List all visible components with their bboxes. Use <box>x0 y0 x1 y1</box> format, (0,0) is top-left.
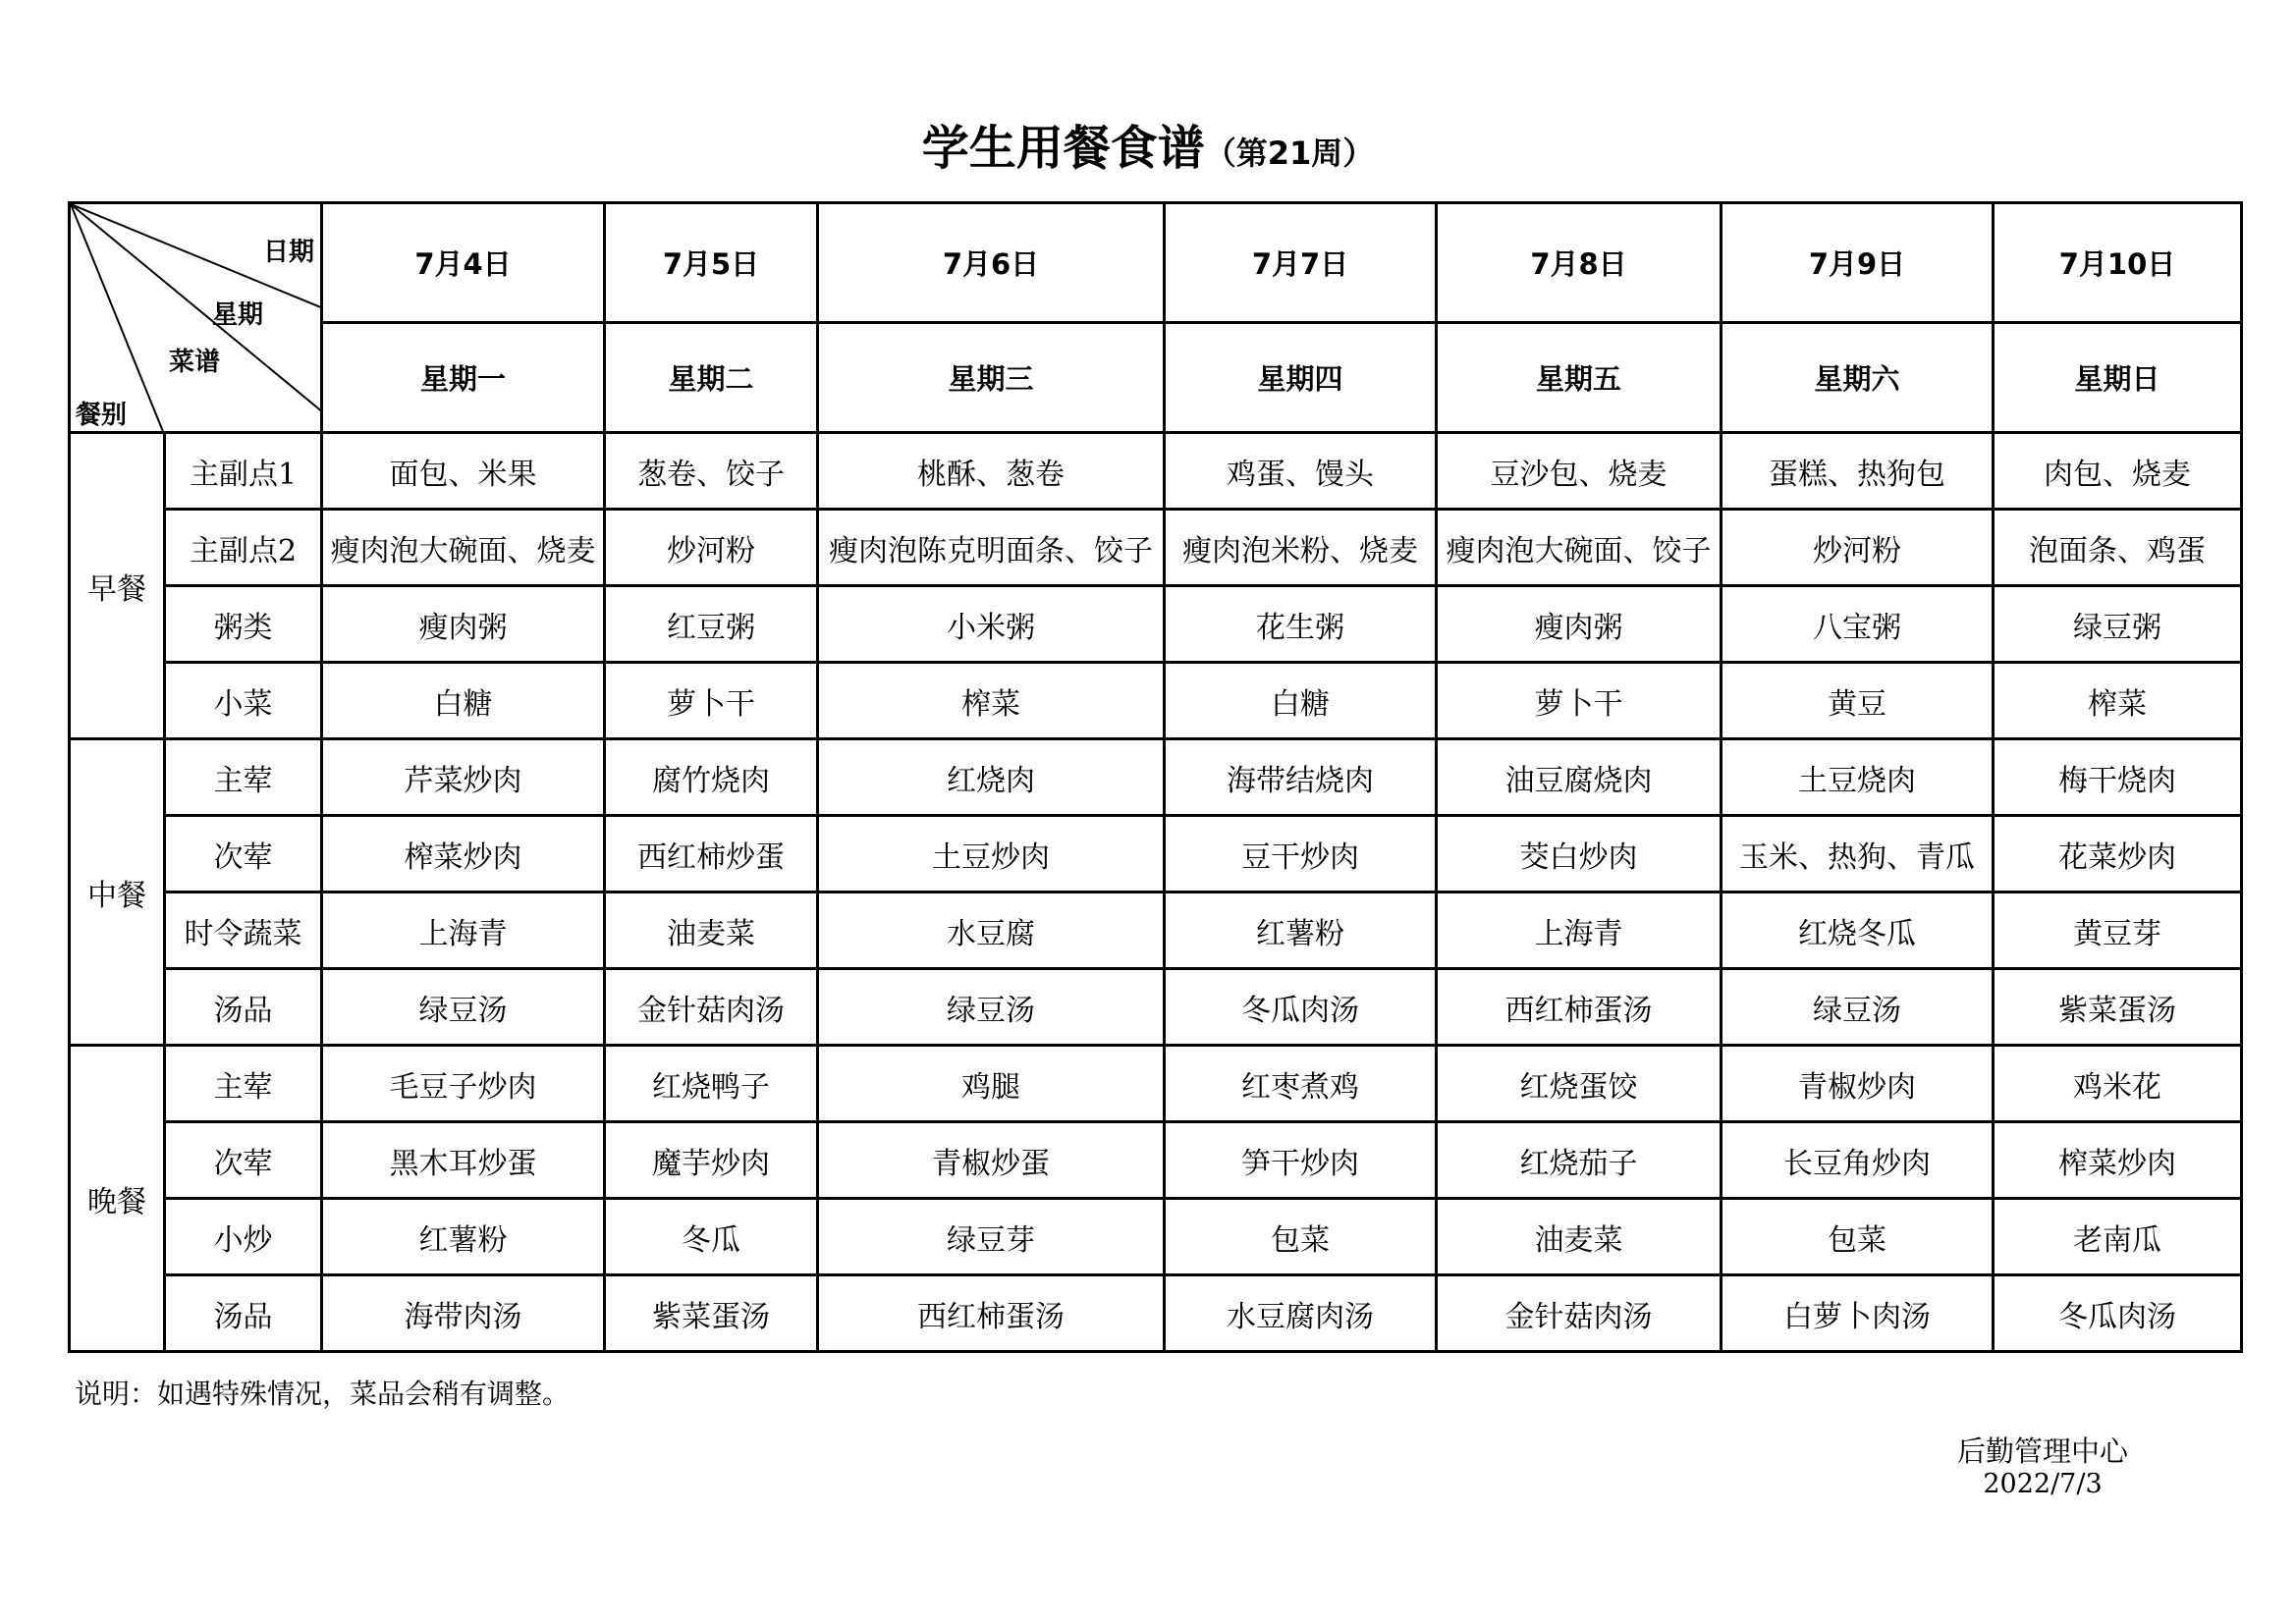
dish-cell: 上海青 <box>1437 893 1722 969</box>
dish-cell: 金针菇肉汤 <box>1437 1275 1722 1352</box>
category-cell: 主荤 <box>165 739 322 816</box>
category-cell: 汤品 <box>165 1275 322 1352</box>
dish-cell: 红烧茄子 <box>1437 1122 1722 1199</box>
dish-cell: 瘦肉粥 <box>1437 586 1722 663</box>
weekday-cell: 星期一 <box>322 323 605 433</box>
table-row <box>70 1275 2242 1352</box>
dish-cell: 炒河粉 <box>1722 510 1994 586</box>
corner-label-menu: 菜谱 <box>169 348 221 377</box>
dish-cell: 青椒炒蛋 <box>818 1122 1165 1199</box>
dish-cell: 笋干炒肉 <box>1165 1122 1437 1199</box>
dish-cell: 黑木耳炒蛋 <box>322 1122 605 1199</box>
dish-cell: 冬瓜肉汤 <box>1994 1275 2242 1352</box>
dish-cell: 青椒炒肉 <box>1722 1046 1994 1122</box>
table-row <box>70 1199 2242 1275</box>
dish-cell: 肉包、烧麦 <box>1994 433 2242 510</box>
date-header-row <box>70 203 2242 323</box>
dish-cell: 土豆烧肉 <box>1722 739 1994 816</box>
dish-cell: 花生粥 <box>1165 586 1437 663</box>
dish-cell: 瘦肉泡米粉、烧麦 <box>1165 510 1437 586</box>
dish-cell: 海带肉汤 <box>322 1275 605 1352</box>
weekday-cell: 星期五 <box>1437 323 1722 433</box>
dish-cell: 包菜 <box>1165 1199 1437 1275</box>
table-row <box>70 510 2242 586</box>
corner-label-weekday: 星期 <box>212 300 264 330</box>
dish-cell: 桃酥、葱卷 <box>818 433 1165 510</box>
dish-cell: 红烧冬瓜 <box>1722 893 1994 969</box>
dish-cell: 绿豆芽 <box>818 1199 1165 1275</box>
category-cell: 次荤 <box>165 816 322 893</box>
title-main: 学生用餐食谱 <box>921 121 1205 176</box>
dish-cell: 萝卜干 <box>605 663 818 739</box>
page-title <box>0 110 2296 178</box>
date-cell: 7月6日 <box>818 203 1165 323</box>
menu-table-body <box>70 203 2242 1352</box>
dish-cell: 海带结烧肉 <box>1165 739 1437 816</box>
dish-cell: 包菜 <box>1722 1199 1994 1275</box>
weekday-cell: 星期日 <box>1994 323 2242 433</box>
dish-cell: 红烧蛋饺 <box>1437 1046 1722 1122</box>
table-row <box>70 893 2242 969</box>
meal-label-breakfast: 早餐 <box>70 433 165 739</box>
dish-cell: 榨菜 <box>818 663 1165 739</box>
dish-cell: 鸡腿 <box>818 1046 1165 1122</box>
table-row <box>70 969 2242 1046</box>
category-cell: 时令蔬菜 <box>165 893 322 969</box>
dish-cell: 小米粥 <box>818 586 1165 663</box>
corner-label-date: 日期 <box>263 238 315 267</box>
dish-cell: 上海青 <box>322 893 605 969</box>
weekday-cell: 星期三 <box>818 323 1165 433</box>
corner-label-meal: 餐别 <box>76 401 128 430</box>
dish-cell: 西红柿蛋汤 <box>1437 969 1722 1046</box>
dish-cell: 榨菜炒肉 <box>322 816 605 893</box>
dish-cell: 茭白炒肉 <box>1437 816 1722 893</box>
dish-cell: 玉米、热狗、青瓜 <box>1722 816 1994 893</box>
dish-cell: 毛豆子炒肉 <box>322 1046 605 1122</box>
dish-cell: 白糖 <box>1165 663 1437 739</box>
table-row <box>70 663 2242 739</box>
dish-cell: 榨菜 <box>1994 663 2242 739</box>
dish-cell: 绿豆汤 <box>1722 969 1994 1046</box>
meal-label-lunch: 中餐 <box>70 739 165 1046</box>
date-cell: 7月5日 <box>605 203 818 323</box>
dish-cell: 黄豆 <box>1722 663 1994 739</box>
date-cell: 7月10日 <box>1994 203 2242 323</box>
dish-cell: 瘦肉粥 <box>322 586 605 663</box>
category-cell: 次荤 <box>165 1122 322 1199</box>
category-cell: 主副点2 <box>165 510 322 586</box>
table-row <box>70 586 2242 663</box>
weekday-cell: 星期四 <box>1165 323 1437 433</box>
dish-cell: 土豆炒肉 <box>818 816 1165 893</box>
dish-cell: 瘦肉泡大碗面、饺子 <box>1437 510 1722 586</box>
date-cell: 7月9日 <box>1722 203 1994 323</box>
dish-cell: 长豆角炒肉 <box>1722 1122 1994 1199</box>
header-corner-cell <box>70 203 322 433</box>
footer-organization: 后勤管理中心 <box>1956 1434 2128 1468</box>
dish-cell: 冬瓜肉汤 <box>1165 969 1437 1046</box>
dish-cell: 红枣煮鸡 <box>1165 1046 1437 1122</box>
dish-cell: 红薯粉 <box>1165 893 1437 969</box>
category-cell: 主副点1 <box>165 433 322 510</box>
dish-cell: 梅干烧肉 <box>1994 739 2242 816</box>
dish-cell: 芹菜炒肉 <box>322 739 605 816</box>
dish-cell: 红烧肉 <box>818 739 1165 816</box>
dish-cell: 花菜炒肉 <box>1994 816 2242 893</box>
table-row <box>70 433 2242 510</box>
dish-cell: 水豆腐 <box>818 893 1165 969</box>
dish-cell: 鸡米花 <box>1994 1046 2242 1122</box>
note-text: 说明：如遇特殊情况，菜品会稍有调整。 <box>75 1378 571 1410</box>
dish-cell: 葱卷、饺子 <box>605 433 818 510</box>
dish-cell: 面包、米果 <box>322 433 605 510</box>
menu-table <box>68 201 2243 1353</box>
dish-cell: 红烧鸭子 <box>605 1046 818 1122</box>
dish-cell: 泡面条、鸡蛋 <box>1994 510 2242 586</box>
dish-cell: 白糖 <box>322 663 605 739</box>
date-cell: 7月7日 <box>1165 203 1437 323</box>
dish-cell: 冬瓜 <box>605 1199 818 1275</box>
category-cell: 主荤 <box>165 1046 322 1122</box>
table-row <box>70 1046 2242 1122</box>
dish-cell: 萝卜干 <box>1437 663 1722 739</box>
category-cell: 小炒 <box>165 1199 322 1275</box>
dish-cell: 魔芋炒肉 <box>605 1122 818 1199</box>
weekday-cell: 星期二 <box>605 323 818 433</box>
table-row <box>70 1122 2242 1199</box>
dish-cell: 炒河粉 <box>605 510 818 586</box>
footer-date: 2022/7/3 <box>1983 1469 2103 1499</box>
dish-cell: 豆干炒肉 <box>1165 816 1437 893</box>
dish-cell: 豆沙包、烧麦 <box>1437 433 1722 510</box>
weekday-cell: 星期六 <box>1722 323 1994 433</box>
dish-cell: 油麦菜 <box>1437 1199 1722 1275</box>
dish-cell: 水豆腐肉汤 <box>1165 1275 1437 1352</box>
dish-cell: 白萝卜肉汤 <box>1722 1275 1994 1352</box>
date-cell: 7月8日 <box>1437 203 1722 323</box>
category-cell: 小菜 <box>165 663 322 739</box>
dish-cell: 蛋糕、热狗包 <box>1722 433 1994 510</box>
dish-cell: 红薯粉 <box>322 1199 605 1275</box>
dish-cell: 紫菜蛋汤 <box>1994 969 2242 1046</box>
dish-cell: 绿豆汤 <box>322 969 605 1046</box>
category-cell: 粥类 <box>165 586 322 663</box>
title-week: （第21周） <box>1204 135 1375 172</box>
table-row <box>70 816 2242 893</box>
weekday-header-row <box>70 323 2242 433</box>
dish-cell: 黄豆芽 <box>1994 893 2242 969</box>
date-cell: 7月4日 <box>322 203 605 323</box>
dish-cell: 瘦肉泡陈克明面条、饺子 <box>818 510 1165 586</box>
meal-label-dinner: 晚餐 <box>70 1046 165 1352</box>
dish-cell: 油豆腐烧肉 <box>1437 739 1722 816</box>
dish-cell: 八宝粥 <box>1722 586 1994 663</box>
dish-cell: 瘦肉泡大碗面、烧麦 <box>322 510 605 586</box>
dish-cell: 金针菇肉汤 <box>605 969 818 1046</box>
dish-cell: 紫菜蛋汤 <box>605 1275 818 1352</box>
dish-cell: 红豆粥 <box>605 586 818 663</box>
dish-cell: 老南瓜 <box>1994 1199 2242 1275</box>
dish-cell: 绿豆汤 <box>818 969 1165 1046</box>
dish-cell: 腐竹烧肉 <box>605 739 818 816</box>
category-cell: 汤品 <box>165 969 322 1046</box>
dish-cell: 西红柿炒蛋 <box>605 816 818 893</box>
table-row <box>70 739 2242 816</box>
dish-cell: 鸡蛋、馒头 <box>1165 433 1437 510</box>
dish-cell: 西红柿蛋汤 <box>818 1275 1165 1352</box>
dish-cell: 油麦菜 <box>605 893 818 969</box>
dish-cell: 绿豆粥 <box>1994 586 2242 663</box>
dish-cell: 榨菜炒肉 <box>1994 1122 2242 1199</box>
